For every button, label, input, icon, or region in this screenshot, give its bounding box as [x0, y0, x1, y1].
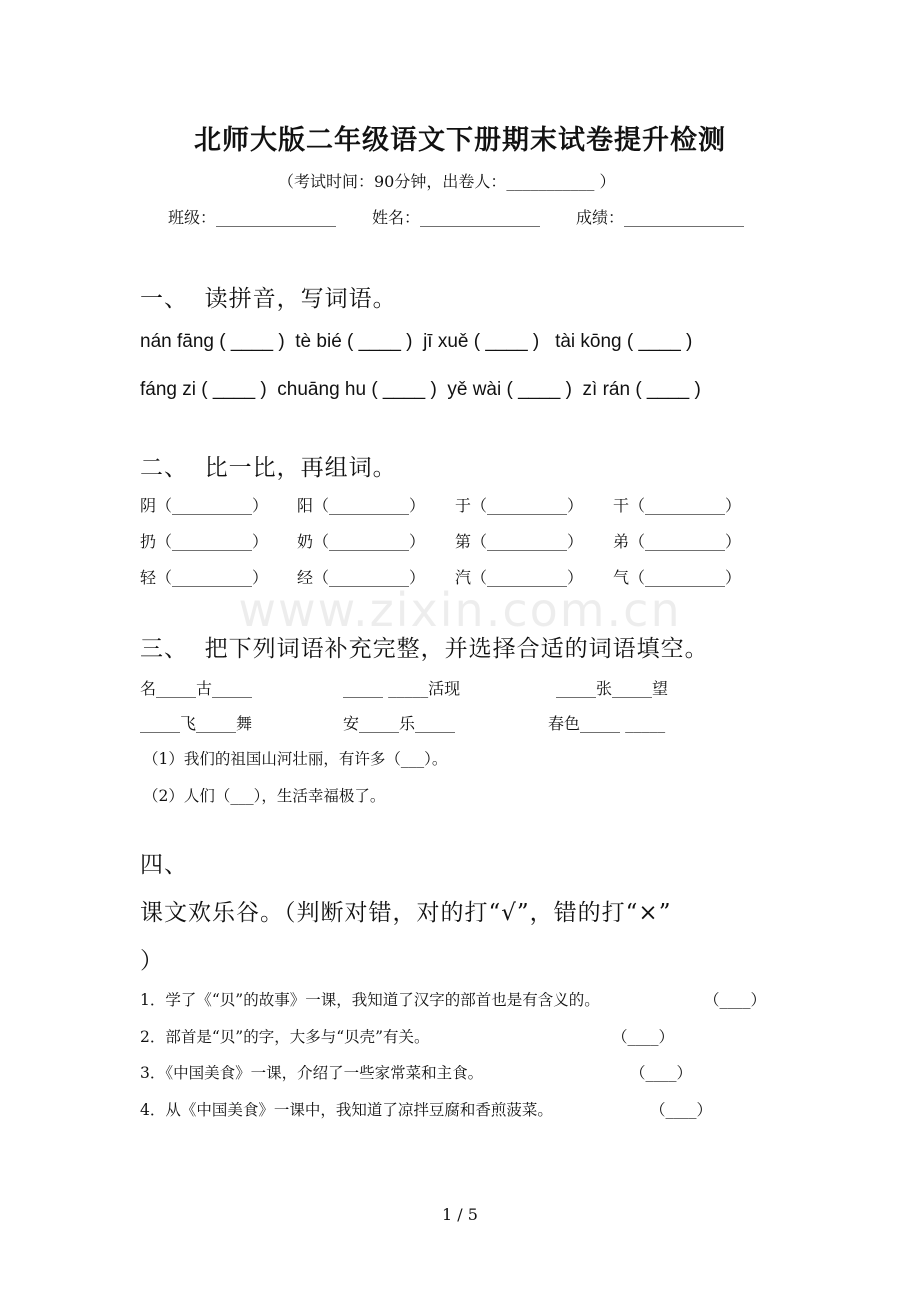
idiom-fill: 安_____乐_____: [343, 714, 456, 733]
section4-number: 四、: [140, 852, 188, 878]
compare-cell: 奶（__________）: [297, 532, 426, 551]
section1-heading: 一、 读拼音，写词语。: [140, 286, 397, 312]
judge-item-1: 1．学了《“贝”的故事》一课，我知道了汉字的部首也是有含义的。: [140, 991, 600, 1009]
judge-blank-2[interactable]: （____）: [612, 1028, 675, 1046]
score-field[interactable]: 成绩：_______________: [576, 208, 745, 227]
section3-heading: 三、 把下列词语补充完整，并选择合适的词语填空。: [140, 636, 709, 662]
section2-heading: 二、 比一比，再组词。: [140, 455, 397, 481]
compare-cell: 经（__________）: [297, 568, 426, 587]
idiom-fill: _____张_____望: [556, 679, 669, 698]
compare-cell: 于（__________）: [455, 496, 584, 515]
judge-blank-4[interactable]: （____）: [650, 1101, 713, 1119]
compare-cell: 第（__________）: [455, 532, 584, 551]
question-1: （1）我们的祖国山河壮丽，有许多（___）。: [143, 750, 448, 768]
idiom-fill: _____ _____活现: [343, 679, 461, 698]
idiom-fill: _____飞_____舞: [140, 714, 253, 733]
pinyin-row-1: nán fāng ( ____ ) tè bié ( ____ ) jī xuě ( ____ ) tài kōng ( ____ ): [140, 331, 693, 352]
judge-item-4: 4．从《中国美食》一课中，我知道了凉拌豆腐和香煎菠菜。: [140, 1101, 553, 1119]
section4-heading-end: ）: [140, 948, 164, 974]
compare-cell: 阴（__________）: [140, 496, 269, 515]
class-field[interactable]: 班级：_______________: [168, 208, 337, 227]
compare-cell: 阳（__________）: [297, 496, 426, 515]
idiom-fill: 名_____古_____: [140, 679, 253, 698]
pinyin-row-2: fáng zi ( ____ ) chuāng hu ( ____ ) yě wài ( ____ ) zì rán ( ____ ): [140, 379, 701, 400]
exam-info: （考试时间：90分钟，出卷人：___________ ）: [278, 172, 616, 191]
question-2: （2）人们（___），生活幸福极了。: [143, 787, 386, 805]
page-title: 北师大版二年级语文下册期末试卷提升检测: [194, 125, 726, 156]
watermark: www.zixin.com.cn: [238, 583, 682, 637]
compare-cell: 弟（__________）: [613, 532, 742, 551]
compare-cell: 干（__________）: [613, 496, 742, 515]
name-field[interactable]: 姓名：_______________: [372, 208, 541, 227]
judge-blank-1[interactable]: （____）: [704, 991, 767, 1009]
compare-cell: 汽（__________）: [455, 568, 584, 587]
judge-blank-3[interactable]: （____）: [630, 1064, 693, 1082]
compare-cell: 气（__________）: [613, 568, 742, 587]
judge-item-3: 3．《中国美食》一课，介绍了一些家常菜和主食。: [140, 1064, 484, 1082]
judge-item-2: 2．部首是“贝”的字，大多与“贝壳”有关。: [140, 1028, 430, 1046]
section4-heading: 课文欢乐谷。（判断对错，对的打“√”，错的打“×”: [140, 900, 672, 926]
compare-cell: 扔（__________）: [140, 532, 269, 551]
compare-cell: 轻（__________）: [140, 568, 269, 587]
idiom-fill: 春色_____ _____: [548, 714, 666, 733]
page-number: 1 / 5: [442, 1205, 478, 1224]
